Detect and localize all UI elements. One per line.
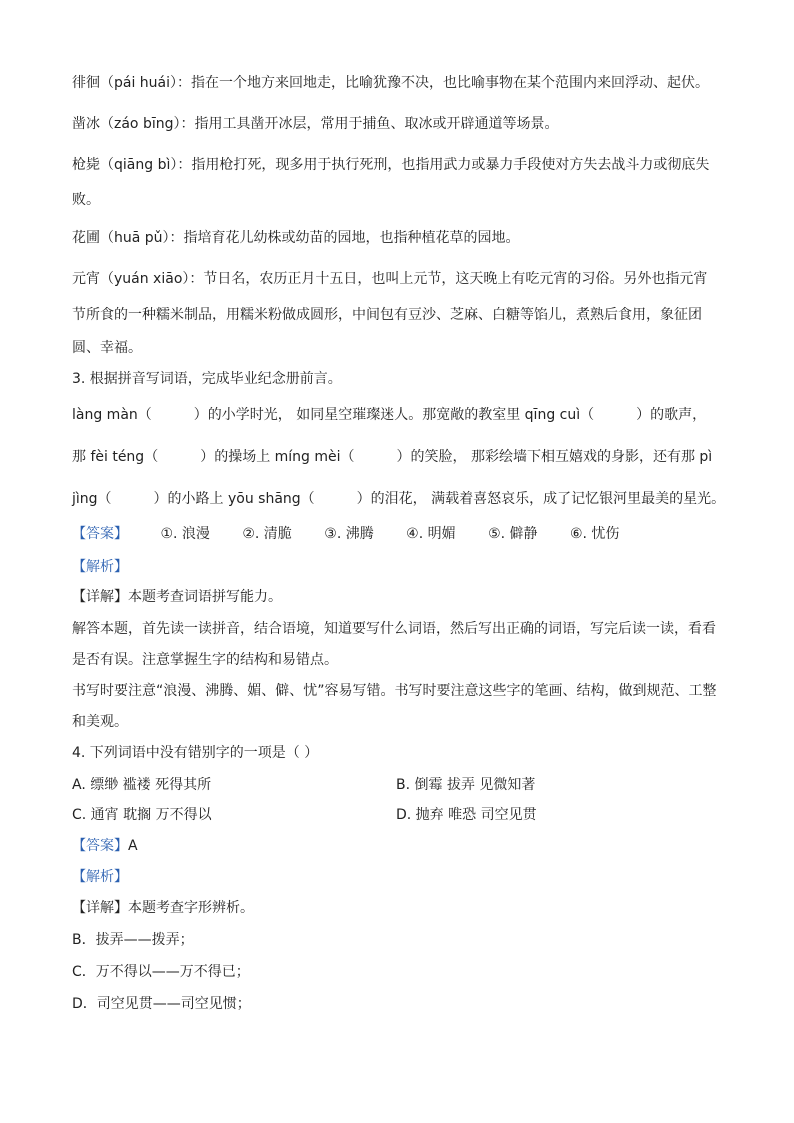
question-3-line-2: 那 fèi téng（ ）的操场上 míng mèi（ ）的笑脸， 那彩绘墙下相互嬉戏的身影，还有那 pì (72, 449, 713, 465)
analysis-line: 书写时要注意“浪漫、沸腾、媚、僻、忧”容易写错。书写时要注意这些字的笔画、结构，做到规范、工整 (72, 683, 717, 699)
answer-item: ⑤. 僻静 (488, 526, 538, 542)
analysis-tag: 【解析】 (72, 869, 128, 885)
analysis-line: 是否有误。注意掌握生字的结构和易错点。 (72, 652, 338, 668)
line-qiangbi: 枪毙（qiāng bì）：指用枪打死，现多用于执行死刑，也指用武力或暴力手段使对方失去战斗力或彻底失 (72, 157, 710, 173)
detail-text: 本题考查字形辨析。 (128, 900, 254, 916)
option-d: D. 抛弃 唯恐 司空见贯 (396, 807, 537, 823)
question-3-stem: 3. 根据拼音写词语，完成毕业纪念册前言。 (72, 371, 342, 387)
answer-row-3 (72, 524, 619, 544)
line-qiangbi-cont: 败。 (72, 192, 100, 208)
answer-item: ④. 明媚 (406, 526, 456, 542)
analysis-line: 和美观。 (72, 714, 128, 730)
correction-line: B．拔弄——拨弄； (72, 932, 194, 948)
question-3-line-3: jìng（ ）的小路上 yōu shāng（ ）的泪花， 满载着喜怒哀乐，成了记忆银河里最美的星光。 (72, 491, 726, 507)
line-yuanxiao-cont: 节所食的一种糯米制品，用糯米粉做成圆形，中间包有豆沙、芝麻、白糖等馅儿，煮熟后食用，象征团 (72, 307, 702, 323)
option-b: B. 倒霉 拔弄 见微知著 (396, 777, 536, 793)
correction-line: C．万不得以——万不得已； (72, 964, 250, 980)
line-paihuai: 徘徊（pái huái）：指在一个地方来回地走，比喻犹豫不决，也比喻事物在某个范围内来回浮动、起伏。 (72, 75, 710, 91)
line-yuanxiao: 元宵（yuán xiāo）：节日名，农历正月十五日，也叫上元节，这天晚上有吃元宵的习俗。另外也指元宵 (72, 271, 708, 287)
correction-line: D．司空见贯——司空见惯； (72, 996, 251, 1012)
option-a: A. 缥缈 褴褛 死得其所 (72, 777, 212, 793)
answer-item: ③. 沸腾 (324, 526, 374, 542)
analysis-tag: 【解析】 (72, 559, 128, 575)
line-yuanxiao-end: 圆、幸福。 (72, 340, 142, 356)
detail-row (72, 587, 282, 607)
answer-row-4 (72, 836, 138, 856)
detail-tag: 【详解】 (72, 900, 128, 916)
detail-tag: 【详解】 (72, 589, 128, 605)
option-c: C. 通宵 耽搁 万不得以 (72, 807, 212, 823)
answer-item: ⑥. 忧伤 (569, 526, 620, 542)
line-huapu: 花圃（huā pǔ）：指培育花儿幼株或幼苗的园地，也指种植花草的园地。 (72, 230, 520, 246)
answer-item: ①. 浪漫 (160, 526, 210, 542)
answer-tag: 【答案】 (72, 526, 128, 542)
answer-item: ②. 清脆 (242, 526, 292, 542)
answer-tag: 【答案】 (72, 838, 128, 854)
question-4-stem: 4. 下列词语中没有错别字的一项是（ ） (72, 745, 319, 761)
analysis-line: 解答本题，首先读一读拼音，结合语境，知道要写什么词语，然后写出正确的词语，写完后读一读，看看 (72, 621, 716, 637)
detail-text: 本题考查词语拼写能力。 (128, 589, 282, 605)
line-zaobing: 凿冰（záo bīng）：指用工具凿开冰层，常用于捕鱼、取冰或开辟通道等场景。 (72, 116, 559, 132)
question-3-line-1: làng màn（ ）的小学时光， 如同星空璀璨迷人。那宽敞的教室里 qīng cuì（ ）的歌声， (72, 407, 707, 423)
detail-row (72, 898, 254, 918)
answer-value: A (128, 838, 138, 854)
